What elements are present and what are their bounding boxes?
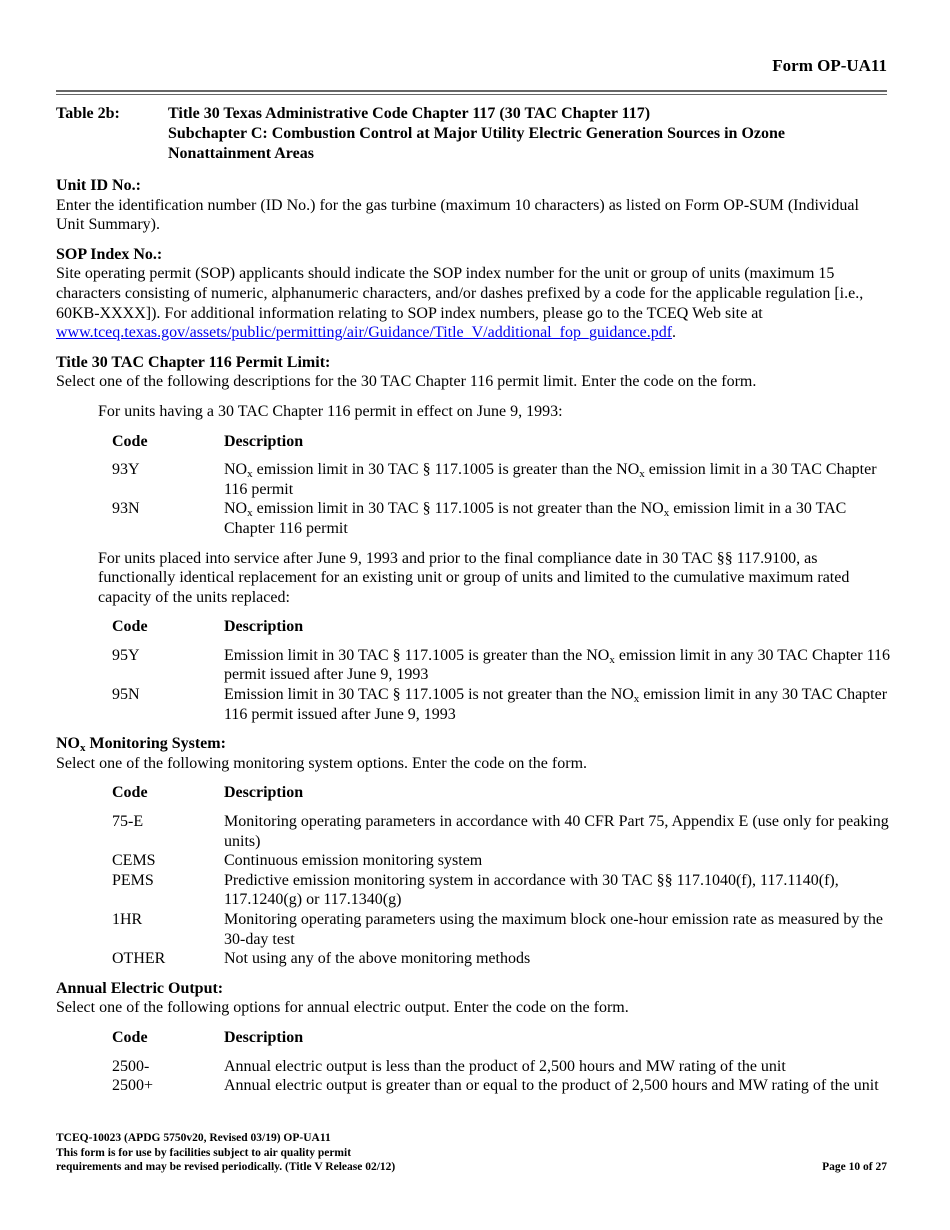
permit-limit-heading: Title 30 TAC Chapter 116 Permit Limit: [56, 353, 331, 371]
annual-output-heading: Annual Electric Output: [56, 979, 224, 997]
description-cell [224, 685, 890, 724]
table-row [112, 812, 890, 851]
description-cell: Continuous emission monitoring system [224, 852, 483, 870]
table-title [56, 104, 890, 164]
permit-code-table-2 [112, 617, 890, 724]
table-row [112, 1057, 890, 1077]
description-text: emission limit in a 30 TAC Chapter 116 permit [224, 500, 847, 537]
footer-form-number: TCEQ-10023 (APDG 5750v20, Revised 03/19) OP-UA11 [56, 1132, 331, 1144]
annual-output-code-table [112, 1028, 890, 1096]
description-cell: Monitoring operating parameters using the maximum block one-hour emission rate as measured by the 30-day test [224, 911, 883, 948]
description-column-header: Description [224, 432, 304, 450]
description-text: emission limit in 30 TAC § 117.1005 is greater than the NO [252, 461, 640, 479]
monitoring-intro: Select one of the following monitoring system options. Enter the code on the form. [56, 754, 588, 772]
table-row [112, 685, 890, 724]
nox-text: NO [224, 461, 248, 479]
header-rule-thin [56, 94, 887, 95]
table-title-line: Title 30 Texas Administrative Code Chapter 117 (30 TAC Chapter 117) [168, 105, 651, 122]
group1-intro: For units having a 30 TAC Chapter 116 permit in effect on June 9, 1993: [98, 402, 563, 420]
description-text: emission limit in a 30 TAC Chapter 116 permit [224, 461, 877, 498]
description-cell [224, 646, 890, 685]
table-header [112, 432, 890, 452]
page-footer [56, 1131, 887, 1175]
description-cell: Annual electric output is less than the product of 2,500 hours and MW rating of the unit [224, 1057, 786, 1075]
subscript: x [639, 468, 645, 481]
table-label: Table 2b: [56, 105, 120, 122]
page-number: Page 10 of 27 [822, 1161, 887, 1173]
code-cell: 1HR [112, 911, 143, 928]
table-title-lines [168, 104, 785, 164]
table-title-line: Subchapter C: Combustion Control at Major Utility Electric Generation Sources in Ozone [168, 125, 785, 142]
permit-code-table-1 [112, 432, 890, 539]
annual-output-intro: Select one of the following options for annual electric output. Enter the code on the form. [56, 999, 629, 1017]
unit-id-heading: Unit ID No.: [56, 177, 141, 194]
code-column-header: Code [112, 784, 148, 802]
code-cell: 95N [112, 686, 140, 704]
sop-index-text [56, 264, 890, 342]
description-text: emission limit in 30 TAC § 117.1005 is not greater than the NO [252, 500, 664, 518]
code-column-header: Code [112, 618, 148, 636]
subscript: x [80, 742, 86, 755]
subscript: x [633, 693, 640, 706]
code-column-header: Code [112, 1028, 148, 1046]
code-cell: 2500- [112, 1057, 150, 1075]
code-cell: 2500+ [112, 1077, 154, 1095]
description-column-header: Description [224, 1028, 304, 1046]
unit-id-text: Enter the identification number (ID No.) for the gas turbine (maximum 10 characters) as listed on Form OP-SUM (Individual Unit Summary). [56, 196, 859, 234]
table-header [112, 1028, 890, 1048]
header-rule [56, 90, 887, 92]
table-title-line: Nonattainment Areas [168, 145, 314, 162]
footer-note: requirements and may be revised periodically. (Title V Release 02/12) [56, 1161, 396, 1173]
subscript: x [609, 653, 615, 666]
footer-note: This form is for use by facilities subject to air quality permit [56, 1146, 352, 1159]
table-row [112, 871, 890, 910]
description-cell: Not using any of the above monitoring methods [224, 950, 531, 968]
table-header [112, 617, 890, 637]
table-row [112, 1076, 890, 1096]
sop-index-body: Site operating permit (SOP) applicants should indicate the SOP index number for the unit or group of units (maximum 15 characters consisting of numeric, alphanumeric characters, and/or dashes prefixed by a code for the applicable regulation [i.e., 60KB-XXXX]). For additional information relating to SOP index numbers, please go to the TCEQ Web site at [56, 265, 864, 322]
sop-index-period: . [672, 324, 677, 342]
heading-text: Monitoring System: [85, 735, 226, 753]
description-cell [224, 460, 890, 499]
subscript: x [247, 507, 253, 520]
description-column-header: Description [224, 618, 304, 636]
permit-limit-intro: Select one of the following descriptions for the 30 TAC Chapter 116 permit limit. Enter the code on the form. [56, 373, 757, 391]
code-cell: 75-E [112, 813, 144, 831]
table-row [112, 910, 890, 949]
description-cell: Monitoring operating parameters in accordance with 40 CFR Part 75, Appendix E (use only for peaking units) [224, 813, 889, 850]
code-cell: 93N [112, 500, 140, 518]
description-text: Emission limit in 30 TAC § 117.1005 is greater than the NO [224, 646, 610, 664]
code-cell: 95Y [112, 646, 140, 664]
subscript: x [663, 507, 670, 520]
form-id: Form OP-UA11 [772, 56, 887, 75]
table-row [112, 646, 890, 685]
sop-index-heading: SOP Index No.: [56, 245, 163, 263]
description-cell [224, 499, 890, 538]
table-header [112, 783, 890, 803]
content [56, 104, 890, 1096]
table-row [112, 460, 890, 499]
description-text: emission limit in any 30 TAC Chapter 116 permit issued after June 9, 1993 [224, 686, 888, 723]
table-row [112, 851, 890, 871]
description-text: emission limit in any 30 TAC Chapter 116 permit issued after June 9, 1993 [224, 646, 891, 684]
table-row [112, 499, 890, 538]
monitoring-heading [56, 734, 890, 754]
description-cell: Annual electric output is greater than or equal to the product of 2,500 hours and MW rating of the unit [224, 1077, 879, 1095]
heading-text: NO [56, 735, 80, 753]
subscript: x [247, 468, 253, 481]
description-column-header: Description [224, 784, 304, 802]
code-cell: CEMS [112, 852, 156, 870]
table-row [112, 949, 890, 969]
code-cell: OTHER [112, 950, 166, 968]
description-text: Emission limit in 30 TAC § 117.1005 is not greater than the NO [224, 686, 634, 704]
monitoring-code-table [112, 783, 890, 968]
code-cell: PEMS [112, 871, 154, 889]
code-column-header: Code [112, 432, 148, 450]
group2-intro: For units placed into service after June 9, 1993 and prior to the final compliance date in 30 TAC §§ 117.9100, as functionally identical replacement for an existing unit or group of units and limited to the cumulative maximum rated capacity of the units replaced: [98, 549, 850, 606]
description-cell: Predictive emission monitoring system in accordance with 30 TAC §§ 117.1040(f), 117.1140(f), 117.1240(g) or 117.1340(g) [224, 871, 839, 909]
guidance-link[interactable]: www.tceq.texas.gov/assets/public/permitting/air/Guidance/Title_V/additional_fop_guidance.pdf [56, 324, 673, 342]
nox-text: NO [224, 500, 248, 518]
code-cell: 93Y [112, 461, 140, 479]
